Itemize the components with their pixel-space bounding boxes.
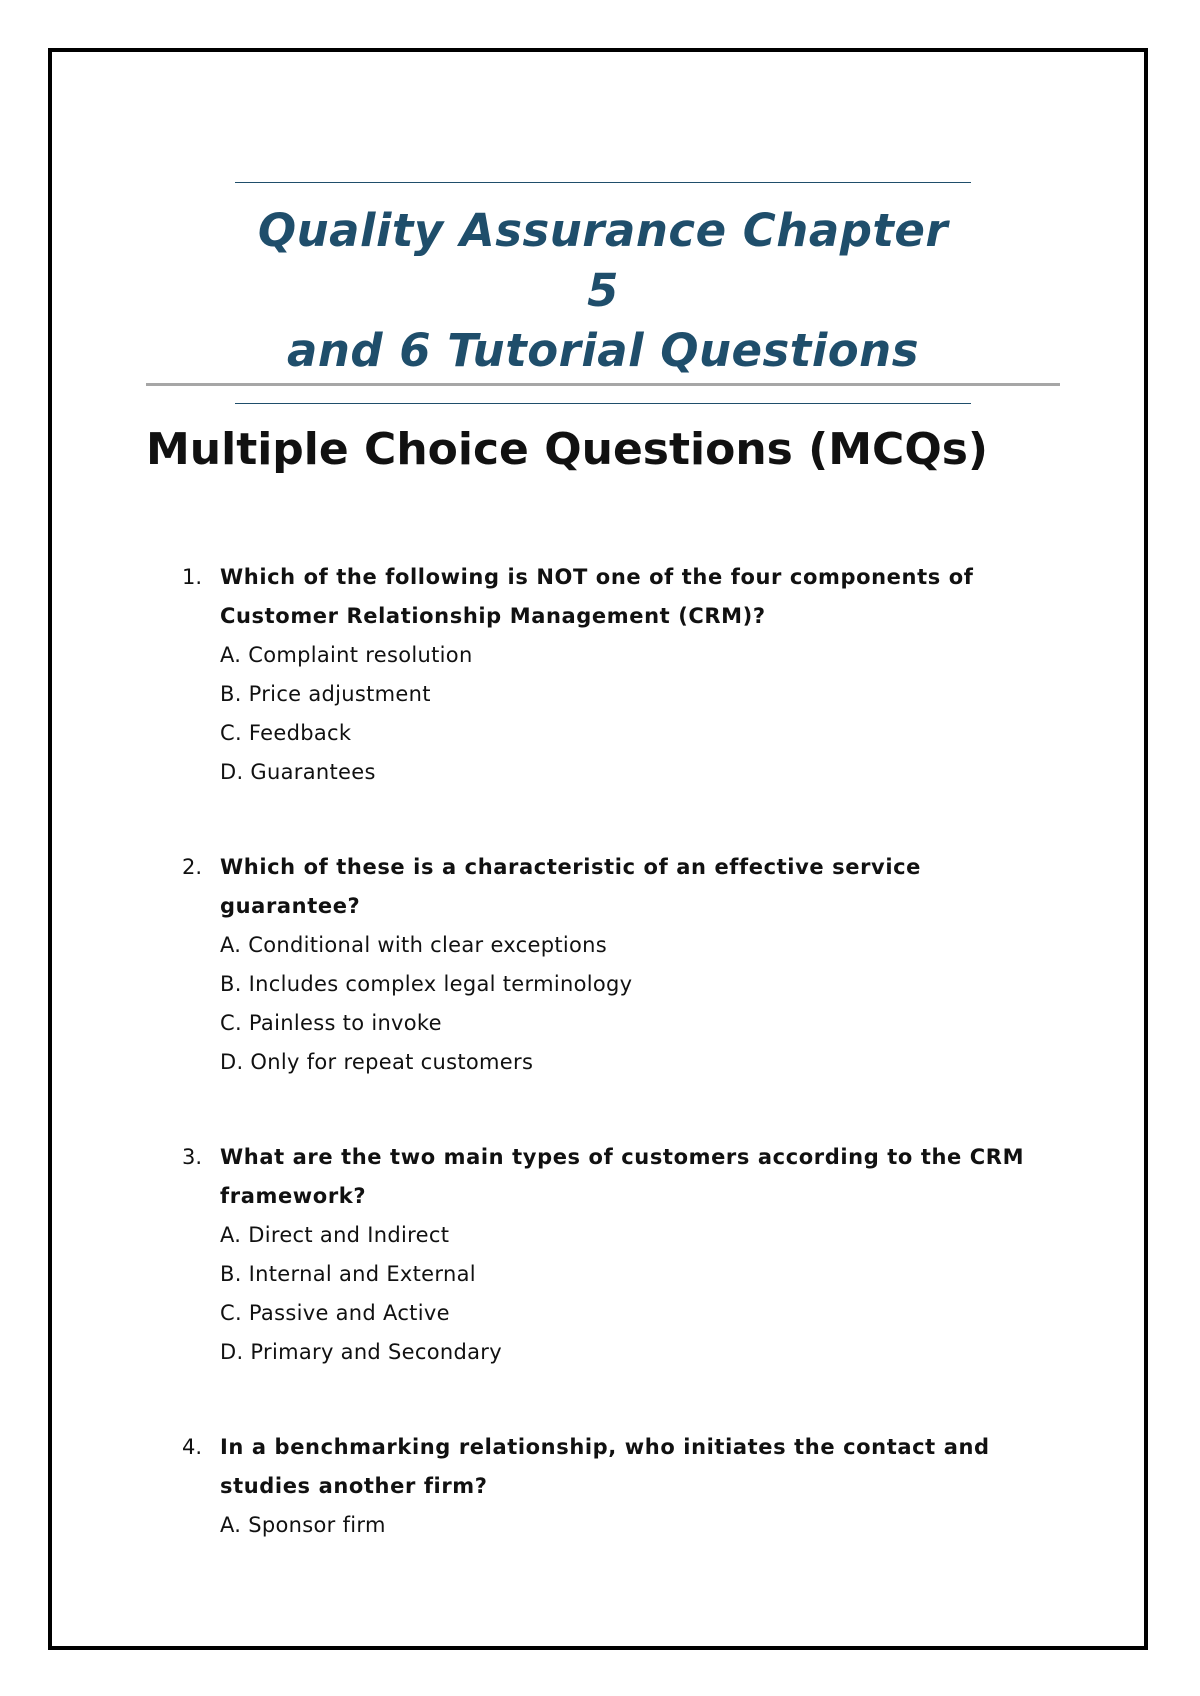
- option-list: [220, 1506, 1046, 1545]
- question-item: [146, 558, 1046, 792]
- answer-option: B. Internal and External: [220, 1262, 476, 1286]
- answer-option: B. Price adjustment: [220, 682, 431, 706]
- answer-option: B. Includes complex legal terminology: [220, 972, 633, 996]
- answer-option: D. Primary and Secondary: [220, 1340, 502, 1364]
- answer-option: A. Complaint resolution: [220, 643, 473, 667]
- title-line-1: Quality Assurance Chapter 5: [257, 204, 949, 317]
- document-title: [235, 201, 971, 381]
- title-bottom-rule: [235, 403, 971, 404]
- question-text: Which of these is a characteristic of an effective service guarantee?: [220, 855, 922, 918]
- answer-option: C. Passive and Active: [220, 1301, 450, 1325]
- answer-option: D. Only for repeat customers: [220, 1050, 534, 1074]
- question-item: [146, 1428, 1046, 1545]
- section-divider: [146, 383, 1060, 386]
- question-number: 4.: [182, 1435, 203, 1459]
- question-number: 1.: [182, 565, 203, 589]
- question-text: What are the two main types of customers according to the CRM framework?: [220, 1145, 1025, 1208]
- title-line-2: and 6 Tutorial Questions: [287, 324, 919, 377]
- answer-option: A. Sponsor firm: [220, 1513, 386, 1537]
- answer-option: A. Conditional with clear exceptions: [220, 933, 608, 957]
- option-list: [220, 1216, 1046, 1372]
- question-number: 2.: [182, 855, 203, 879]
- option-list: [220, 636, 1046, 792]
- answer-option: C. Painless to invoke: [220, 1011, 442, 1035]
- question-list: [146, 558, 1046, 1601]
- question-text: In a benchmarking relationship, who initiates the contact and studies another firm?: [220, 1435, 990, 1498]
- section-heading: Multiple Choice Questions (MCQs): [146, 424, 989, 475]
- question-item: [146, 848, 1046, 1082]
- question-item: [146, 1138, 1046, 1372]
- option-list: [220, 926, 1046, 1082]
- title-top-rule: [235, 182, 971, 183]
- question-text: Which of the following is NOT one of the four components of Customer Relationship Management (CRM)?: [220, 565, 974, 628]
- question-number: 3.: [182, 1145, 203, 1169]
- title-block: [235, 182, 971, 404]
- answer-option: D. Guarantees: [220, 760, 376, 784]
- answer-option: C. Feedback: [220, 721, 352, 745]
- answer-option: A. Direct and Indirect: [220, 1223, 450, 1247]
